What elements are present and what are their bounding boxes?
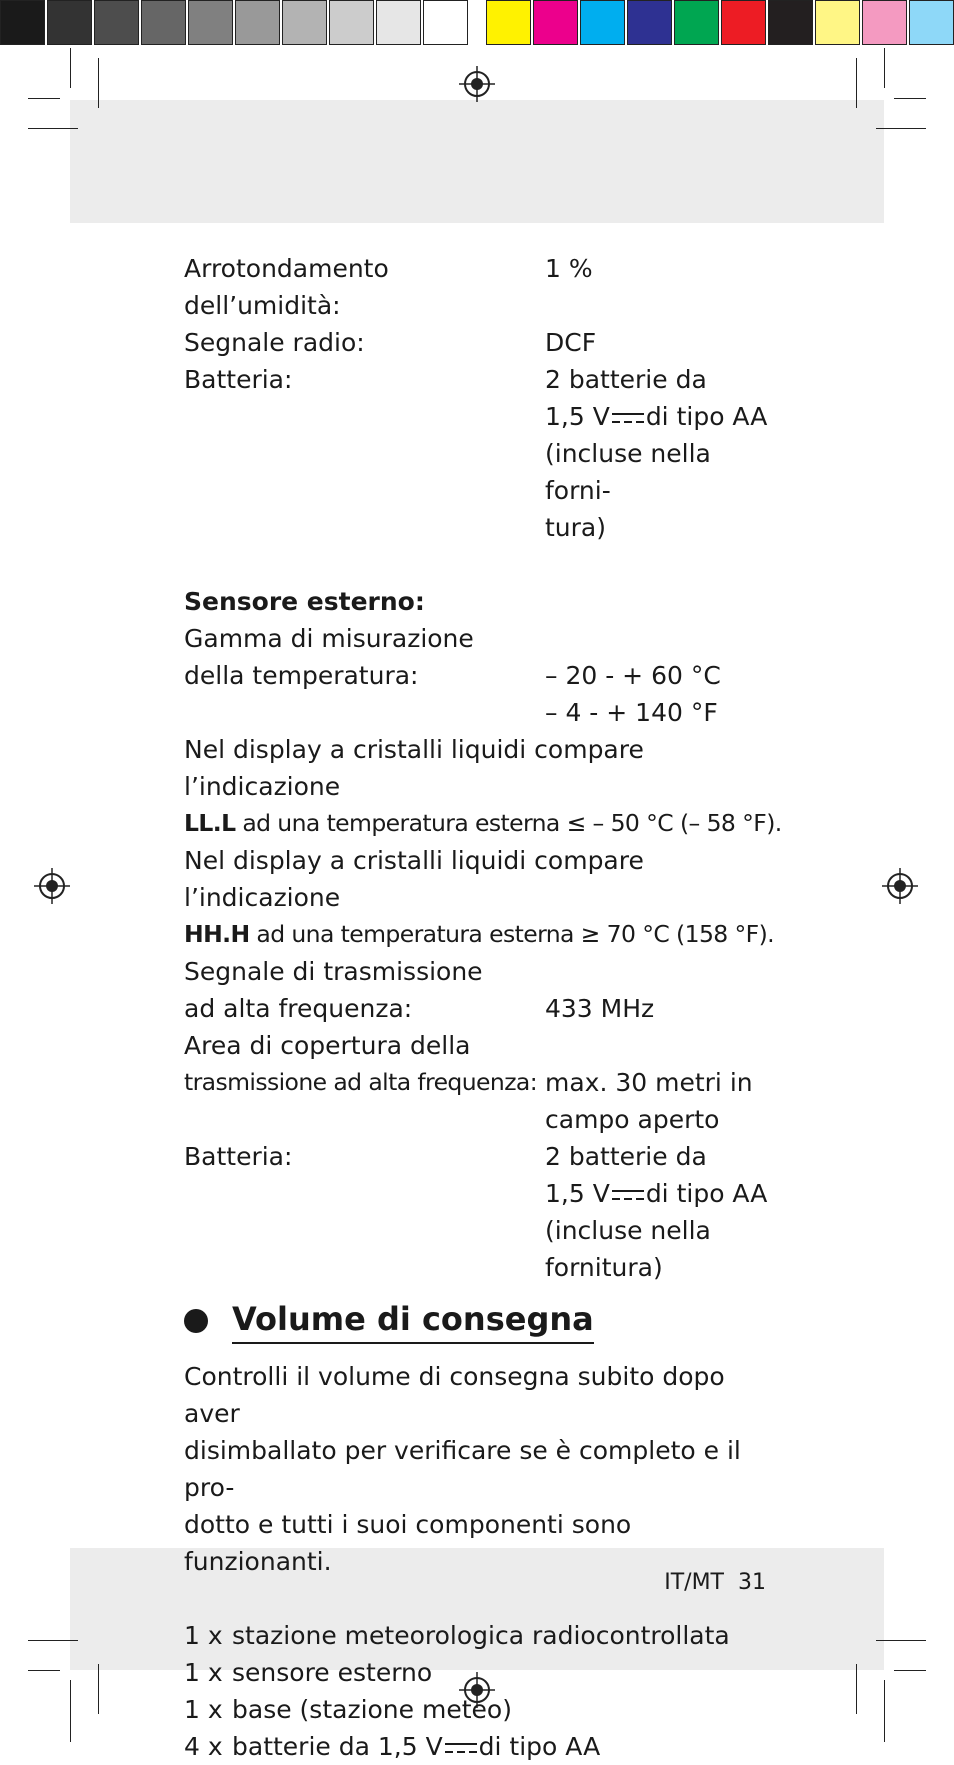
color-swatch xyxy=(282,0,327,45)
spec-value xyxy=(545,1064,784,1138)
registration-mark-icon xyxy=(34,868,70,904)
color-swatch xyxy=(862,0,907,45)
color-swatch xyxy=(47,0,92,45)
battery-included: (incluse nella forni- xyxy=(545,439,711,505)
spec-label: ad alta frequenza: xyxy=(184,994,413,1023)
color-calibration-bar-color xyxy=(486,0,954,49)
color-swatch xyxy=(909,0,954,45)
battery-voltage: 1,5 V xyxy=(545,402,610,431)
color-swatch xyxy=(580,0,625,45)
item-quantity: 1 x xyxy=(184,1621,223,1650)
battery-included: (incluse nella xyxy=(545,1216,711,1245)
spec-label: Gamma di misurazione xyxy=(184,624,474,653)
color-swatch xyxy=(815,0,860,45)
battery-spec-line xyxy=(545,1175,784,1212)
crop-mark xyxy=(28,1670,60,1671)
dc-symbol-icon xyxy=(612,1188,644,1202)
registration-mark-icon xyxy=(459,66,495,102)
spec-label: Segnale radio: xyxy=(184,328,365,357)
spec-row-sensor-battery xyxy=(184,1138,784,1286)
temp-range-celsius: – 20 - + 60 °C xyxy=(545,661,721,690)
color-calibration-bar-gray xyxy=(0,0,470,49)
lcd-code: HH.H xyxy=(184,920,250,948)
spec-value: 1 % xyxy=(545,254,593,283)
crop-mark xyxy=(894,98,926,99)
battery-included: fornitura) xyxy=(545,1253,663,1282)
color-swatch xyxy=(423,0,468,45)
item-quantity: 1 x xyxy=(184,1695,223,1724)
item-quantity: 1 x xyxy=(184,1658,223,1687)
crop-mark xyxy=(98,58,99,108)
lcd-code: LL.L xyxy=(184,809,236,837)
spec-label: Batteria: xyxy=(184,365,293,394)
crop-mark xyxy=(28,98,60,99)
dc-symbol-icon xyxy=(612,411,644,425)
item-text: sensore esterno xyxy=(232,1658,433,1687)
spec-label: Batteria: xyxy=(184,1142,293,1171)
color-swatch xyxy=(188,0,233,45)
tx-range-value: max. 30 metri in xyxy=(545,1068,753,1097)
spec-label: Area di copertura della xyxy=(184,1031,471,1060)
spec-label: trasmissione ad alta frequenza: xyxy=(184,1068,538,1096)
color-swatch xyxy=(721,0,766,45)
color-swatch xyxy=(376,0,421,45)
battery-count: 2 batterie da xyxy=(545,365,707,394)
item-text: stazione meteorologica radiocontrollata xyxy=(232,1621,730,1650)
paragraph-line: dotto e tutti i suoi componenti sono funzionanti. xyxy=(184,1510,632,1576)
crop-mark xyxy=(894,1670,926,1671)
crop-mark xyxy=(70,48,71,88)
color-swatch xyxy=(94,0,139,45)
spec-row-radio xyxy=(184,324,784,361)
item-text-type: di tipo AA xyxy=(478,1732,601,1761)
page-content xyxy=(184,250,784,1765)
color-swatch xyxy=(627,0,672,45)
temp-range-fahrenheit: – 4 - + 140 °F xyxy=(545,698,718,727)
color-swatch xyxy=(768,0,813,45)
item-text: base (stazione meteo) xyxy=(232,1695,512,1724)
spec-value xyxy=(545,657,784,731)
color-swatch xyxy=(141,0,186,45)
paragraph-line: Controlli il volume di consegna subito dopo aver xyxy=(184,1362,725,1428)
spec-label: Arrotondamento dell’umidità: xyxy=(184,254,389,320)
tx-range-value: campo aperto xyxy=(545,1105,720,1134)
header-band xyxy=(70,100,884,223)
crop-mark xyxy=(98,1664,99,1714)
spec-row-frequency xyxy=(184,990,784,1027)
spec-label: della temperatura: xyxy=(184,661,419,690)
color-swatch xyxy=(235,0,280,45)
crop-mark xyxy=(876,1640,926,1641)
crop-mark xyxy=(876,128,926,129)
lcd-note: Nel display a cristalli liquidi compare l’indicazione xyxy=(184,846,644,912)
spec-row-temp-range xyxy=(184,657,784,731)
spec-row-humidity xyxy=(184,250,784,324)
spec-value xyxy=(545,1138,784,1286)
spec-label: Segnale di trasmissione xyxy=(184,957,483,986)
color-swatch xyxy=(533,0,578,45)
spec-value: DCF xyxy=(545,328,597,357)
battery-count: 2 batterie da xyxy=(545,1142,707,1171)
item-text-main: batterie da 1,5 V xyxy=(232,1732,443,1761)
battery-type: di tipo AA xyxy=(645,402,768,431)
lcd-note xyxy=(184,916,784,953)
list-item xyxy=(184,1728,784,1765)
battery-spec-line xyxy=(545,398,784,435)
crop-mark xyxy=(884,1680,885,1742)
section-heading-delivery xyxy=(184,1298,784,1344)
list-item xyxy=(184,1691,784,1728)
crop-mark xyxy=(28,1640,78,1641)
paragraph-line: disimballato per verificare se è completo e il pro- xyxy=(184,1436,741,1502)
lcd-note-text: ad una temperatura esterna ≤ – 50 °C (– 58 °F). xyxy=(235,809,782,837)
color-swatch xyxy=(329,0,374,45)
section-heading-sensor: Sensore esterno: xyxy=(184,587,425,616)
crop-mark xyxy=(884,48,885,88)
lcd-note xyxy=(184,805,784,842)
lcd-note: Nel display a cristalli liquidi compare l’indicazione xyxy=(184,735,644,801)
crop-mark xyxy=(28,128,78,129)
page-footer xyxy=(650,1570,766,1595)
battery-type: di tipo AA xyxy=(645,1179,768,1208)
color-swatch xyxy=(486,0,531,45)
spec-row-battery xyxy=(184,361,784,546)
battery-included: tura) xyxy=(545,513,606,542)
crop-mark xyxy=(856,1664,857,1714)
registration-mark-icon xyxy=(882,868,918,904)
bullet-icon xyxy=(184,1309,208,1333)
item-quantity: 4 x xyxy=(184,1732,223,1761)
list-item xyxy=(184,1617,784,1654)
list-item xyxy=(184,1654,784,1691)
section-title: Volume di consegna xyxy=(232,1298,594,1344)
crop-mark xyxy=(70,1680,71,1742)
dc-symbol-icon xyxy=(445,1741,477,1755)
language-code: IT/MT xyxy=(664,1570,724,1595)
color-swatch xyxy=(0,0,45,45)
spec-row-tx-range xyxy=(184,1064,784,1138)
lcd-note-text: ad una temperatura esterna ≥ 70 °C (158 °F). xyxy=(249,920,775,948)
battery-voltage: 1,5 V xyxy=(545,1179,610,1208)
crop-mark xyxy=(856,58,857,108)
page-number: 31 xyxy=(738,1570,766,1595)
item-text xyxy=(232,1728,600,1765)
spec-value xyxy=(545,361,784,546)
spec-value: 433 MHz xyxy=(545,994,655,1023)
color-swatch xyxy=(674,0,719,45)
